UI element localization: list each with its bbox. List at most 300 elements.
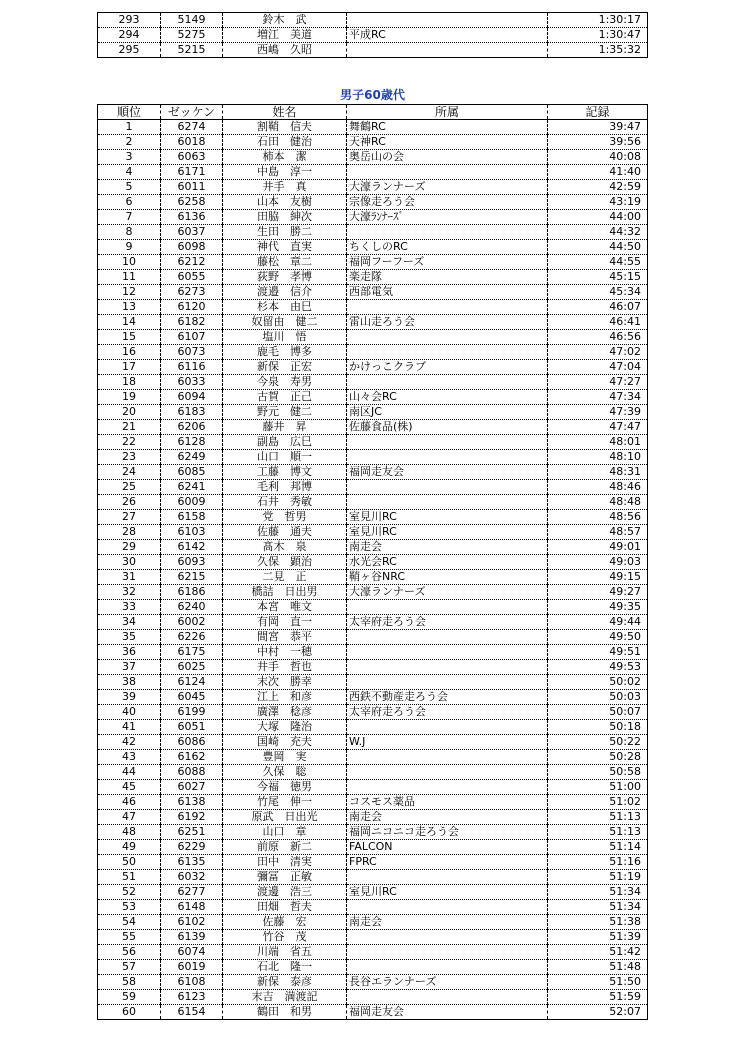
name-cell: 佐藤 通夫 [223, 525, 347, 540]
name-cell: 井手 真 [223, 180, 347, 195]
bib-cell: 6093 [161, 555, 223, 570]
time-cell: 40:08 [548, 150, 648, 165]
time-cell: 51:34 [548, 900, 648, 915]
rank-cell: 28 [122, 525, 136, 538]
rank-cell: 25 [122, 480, 136, 493]
name-cell: 髙木 泉 [223, 540, 347, 555]
table-row [98, 165, 648, 180]
time-cell: 1:30:17 [548, 13, 648, 28]
club-cell: 室見川RC [347, 885, 548, 900]
table-row [98, 270, 648, 285]
name-cell: 生田 勝二 [223, 225, 347, 240]
bib-cell: 6018 [161, 135, 223, 150]
table-row [98, 135, 648, 150]
name-cell: 鈴木 武 [223, 13, 347, 28]
rank-cell: 26 [122, 495, 136, 508]
club-cell [347, 450, 548, 465]
bib-cell: 6182 [161, 315, 223, 330]
club-cell [347, 990, 548, 1005]
results-body [98, 120, 648, 1020]
club-cell [347, 435, 548, 450]
club-cell: 福岡フーフーズ [347, 255, 548, 270]
club-cell [347, 300, 548, 315]
table-row [98, 705, 648, 720]
name-cell: 今福 徳男 [223, 780, 347, 795]
table-row [98, 990, 648, 1005]
club-cell [347, 600, 548, 615]
bib-cell: 6025 [161, 660, 223, 675]
rank-cell: 44 [122, 765, 136, 778]
time-cell: 50:07 [548, 705, 648, 720]
bib-cell: 6229 [161, 840, 223, 855]
time-cell: 42:59 [548, 180, 648, 195]
table-row [98, 465, 648, 480]
time-cell: 46:07 [548, 300, 648, 315]
table-row [98, 390, 648, 405]
header-bib: ゼッケン [161, 105, 223, 120]
club-cell [347, 43, 548, 58]
table-row [98, 735, 648, 750]
rank-cell: 37 [122, 660, 136, 673]
bib-cell: 5215 [161, 43, 223, 58]
club-cell: 太宰府走ろう会 [347, 705, 548, 720]
bib-cell: 6124 [161, 675, 223, 690]
bib-cell: 6226 [161, 630, 223, 645]
rank-cell: 14 [122, 315, 136, 328]
time-cell: 47:02 [548, 345, 648, 360]
rank-cell: 39 [122, 690, 136, 703]
bib-cell: 6249 [161, 450, 223, 465]
name-cell: 末吉 満渡記 [223, 990, 347, 1005]
rank-cell: 46 [122, 795, 136, 808]
time-cell: 1:35:32 [548, 43, 648, 58]
club-cell: 奥岳山の会 [347, 150, 548, 165]
club-cell: W.J [347, 735, 548, 750]
table-row [98, 225, 648, 240]
bib-cell: 6098 [161, 240, 223, 255]
club-cell [347, 13, 548, 28]
time-cell: 49:50 [548, 630, 648, 645]
bib-cell: 6186 [161, 585, 223, 600]
bib-cell: 6033 [161, 375, 223, 390]
bib-cell: 6240 [161, 600, 223, 615]
rank-cell: 40 [122, 705, 136, 718]
name-cell: 新保 泰彦 [223, 975, 347, 990]
name-cell: 国崎 充夫 [223, 735, 347, 750]
rank-cell: 23 [122, 450, 136, 463]
bib-cell: 6051 [161, 720, 223, 735]
time-cell: 47:27 [548, 375, 648, 390]
time-cell: 51:13 [548, 810, 648, 825]
time-cell: 51:00 [548, 780, 648, 795]
rank-cell: 4 [125, 165, 133, 178]
rank-cell: 53 [122, 900, 136, 913]
club-cell: FPRC [347, 855, 548, 870]
table-row [98, 405, 648, 420]
bib-cell: 6027 [161, 780, 223, 795]
club-cell: 佐藤食品(株) [347, 420, 548, 435]
name-cell: 竹谷 茂 [223, 930, 347, 945]
name-cell: 藤松 章二 [223, 255, 347, 270]
section-title: 男子60歳代 [340, 88, 405, 102]
rank-cell: 51 [122, 870, 136, 883]
name-cell: 柿本 潔 [223, 150, 347, 165]
club-cell: 福岡走友会 [347, 1005, 548, 1020]
time-cell: 50:02 [548, 675, 648, 690]
club-cell [347, 870, 548, 885]
club-cell: 雷山走ろう会 [347, 315, 548, 330]
club-cell: 宗像走ろう会 [347, 195, 548, 210]
bib-cell: 6251 [161, 825, 223, 840]
name-cell: 古賀 正己 [223, 390, 347, 405]
club-cell: 山々会RC [347, 390, 548, 405]
bib-cell: 6088 [161, 765, 223, 780]
table-row [98, 840, 648, 855]
club-cell [347, 960, 548, 975]
club-cell [347, 225, 548, 240]
time-cell: 48:31 [548, 465, 648, 480]
time-cell: 47:04 [548, 360, 648, 375]
club-cell [347, 330, 548, 345]
bib-cell: 6063 [161, 150, 223, 165]
table-row [98, 345, 648, 360]
table-row [98, 1005, 648, 1020]
bib-cell: 6162 [161, 750, 223, 765]
rank-cell: 21 [122, 420, 136, 433]
name-cell: 豊岡 実 [223, 750, 347, 765]
name-cell: 石田 健治 [223, 135, 347, 150]
time-cell: 49:51 [548, 645, 648, 660]
name-cell: 前原 新二 [223, 840, 347, 855]
club-cell: 平成RC [347, 28, 548, 43]
name-cell: 鶴田 和男 [223, 1005, 347, 1020]
time-cell: 49:15 [548, 570, 648, 585]
rank-cell: 11 [122, 270, 136, 283]
time-cell: 48:48 [548, 495, 648, 510]
bib-cell: 6148 [161, 900, 223, 915]
club-cell [347, 720, 548, 735]
club-cell [347, 675, 548, 690]
club-cell [347, 945, 548, 960]
name-cell: 増江 美道 [223, 28, 347, 43]
table-row [98, 570, 648, 585]
name-cell: 田中 清実 [223, 855, 347, 870]
table-row [98, 435, 648, 450]
time-cell: 1:30:47 [548, 28, 648, 43]
rank-cell: 6 [125, 195, 133, 208]
club-cell: かけっこクラブ [347, 360, 548, 375]
time-cell: 45:15 [548, 270, 648, 285]
table-row [98, 690, 648, 705]
bib-cell: 6274 [161, 120, 223, 135]
club-cell [347, 750, 548, 765]
rank-cell: 55 [122, 930, 136, 943]
club-cell: 福岡ニコニコ走ろう会 [347, 825, 548, 840]
time-cell: 48:01 [548, 435, 648, 450]
table-row [98, 540, 648, 555]
rank-cell: 57 [122, 960, 136, 973]
table-row [98, 240, 648, 255]
table-row [98, 180, 648, 195]
club-cell: 天神RC [347, 135, 548, 150]
club-cell: FALCON [347, 840, 548, 855]
time-cell: 48:46 [548, 480, 648, 495]
rank-cell: 3 [125, 150, 133, 163]
time-cell: 45:34 [548, 285, 648, 300]
name-cell: 山口 章 [223, 825, 347, 840]
name-cell: 山本 友樹 [223, 195, 347, 210]
table-row [98, 780, 648, 795]
header-time: 記録 [548, 105, 648, 120]
bib-cell: 6192 [161, 810, 223, 825]
bib-cell: 6120 [161, 300, 223, 315]
rank-cell: 36 [122, 645, 136, 658]
bib-cell: 5275 [161, 28, 223, 43]
name-cell: 割鞘 信夫 [223, 120, 347, 135]
bib-cell: 6009 [161, 495, 223, 510]
time-cell: 39:47 [548, 120, 648, 135]
name-cell: 工藤 博文 [223, 465, 347, 480]
time-cell: 50:03 [548, 690, 648, 705]
rank-cell: 60 [122, 1005, 136, 1018]
bib-cell: 6102 [161, 915, 223, 930]
name-cell: 久保 顕治 [223, 555, 347, 570]
table-row [98, 300, 648, 315]
table-row [98, 480, 648, 495]
name-cell: 西嶋 久昭 [223, 43, 347, 58]
name-cell: 大塚 隆治 [223, 720, 347, 735]
rank-cell: 294 [118, 28, 140, 41]
club-cell: 楽走隊 [347, 270, 548, 285]
name-cell: 廣澤 稔彦 [223, 705, 347, 720]
rank-cell: 1 [125, 120, 133, 133]
table-row [98, 825, 648, 840]
rank-cell: 18 [122, 375, 136, 388]
club-cell [347, 480, 548, 495]
club-cell: 西部電気 [347, 285, 548, 300]
rank-cell: 42 [122, 735, 136, 748]
bib-cell: 6138 [161, 795, 223, 810]
name-cell: 有岡 直一 [223, 615, 347, 630]
time-cell: 46:41 [548, 315, 648, 330]
table-row [98, 975, 648, 990]
club-cell [347, 165, 548, 180]
time-cell: 51:50 [548, 975, 648, 990]
bib-cell: 6139 [161, 930, 223, 945]
name-cell: 久保 聡 [223, 765, 347, 780]
time-cell: 51:42 [548, 945, 648, 960]
rank-cell: 52 [122, 885, 136, 898]
club-cell: ちくしのRC [347, 240, 548, 255]
table-row [98, 600, 648, 615]
rank-cell: 59 [122, 990, 136, 1003]
name-cell: 田畑 哲夫 [223, 900, 347, 915]
time-cell: 44:55 [548, 255, 648, 270]
table-row [98, 315, 648, 330]
bib-cell: 6045 [161, 690, 223, 705]
table-row [98, 915, 648, 930]
rank-cell: 2 [125, 135, 133, 148]
club-cell: 長谷エランナーズ [347, 975, 548, 990]
time-cell: 51:13 [548, 825, 648, 840]
name-cell: 新保 正宏 [223, 360, 347, 375]
club-cell: 南走会 [347, 915, 548, 930]
rank-cell: 7 [125, 210, 133, 223]
time-cell: 49:03 [548, 555, 648, 570]
rank-cell: 17 [122, 360, 136, 373]
rank-cell: 8 [125, 225, 133, 238]
time-cell: 51:38 [548, 915, 648, 930]
bib-cell: 6215 [161, 570, 223, 585]
table-row [98, 645, 648, 660]
bib-cell: 6085 [161, 465, 223, 480]
table-row [98, 945, 648, 960]
name-cell: 藤井 昇 [223, 420, 347, 435]
time-cell: 49:44 [548, 615, 648, 630]
table-row [98, 330, 648, 345]
table-row [98, 630, 648, 645]
time-cell: 49:27 [548, 585, 648, 600]
bib-cell: 6019 [161, 960, 223, 975]
club-cell [347, 375, 548, 390]
time-cell: 52:07 [548, 1005, 648, 1020]
name-cell: 本宮 唯文 [223, 600, 347, 615]
rank-cell: 10 [122, 255, 136, 268]
rank-cell: 13 [122, 300, 136, 313]
bib-cell: 6002 [161, 615, 223, 630]
club-cell: 南走会 [347, 810, 548, 825]
table-row [98, 150, 648, 165]
table-row [98, 795, 648, 810]
bib-cell: 6136 [161, 210, 223, 225]
time-cell: 51:39 [548, 930, 648, 945]
rank-cell: 48 [122, 825, 136, 838]
club-cell: 西鉄不動産走ろう会 [347, 690, 548, 705]
name-cell: 川端 省五 [223, 945, 347, 960]
name-cell: 間宮 恭平 [223, 630, 347, 645]
bib-cell: 6011 [161, 180, 223, 195]
time-cell: 51:19 [548, 870, 648, 885]
club-cell [347, 660, 548, 675]
table-row [98, 255, 648, 270]
bib-cell: 6175 [161, 645, 223, 660]
time-cell: 44:32 [548, 225, 648, 240]
rank-cell: 30 [122, 555, 136, 568]
time-cell: 44:50 [548, 240, 648, 255]
bib-cell: 6123 [161, 990, 223, 1005]
table-row [98, 660, 648, 675]
club-cell: 大濠ランナーズ [347, 585, 548, 600]
name-cell: 神代 直実 [223, 240, 347, 255]
name-cell: 奴留由 健二 [223, 315, 347, 330]
header-club: 所属 [347, 105, 548, 120]
bib-cell: 6212 [161, 255, 223, 270]
results-table [97, 104, 648, 1020]
bib-cell: 6116 [161, 360, 223, 375]
rank-cell: 38 [122, 675, 136, 688]
bib-cell: 5149 [161, 13, 223, 28]
previous-results-body [98, 13, 648, 58]
time-cell: 49:53 [548, 660, 648, 675]
rank-cell: 50 [122, 855, 136, 868]
club-cell: 室見川RC [347, 525, 548, 540]
table-row [98, 675, 648, 690]
table-row [98, 13, 648, 28]
rank-cell: 35 [122, 630, 136, 643]
bib-cell: 6154 [161, 1005, 223, 1020]
rank-cell: 34 [122, 615, 136, 628]
table-row [98, 750, 648, 765]
name-cell: 塩川 悟 [223, 330, 347, 345]
time-cell: 51:02 [548, 795, 648, 810]
club-cell [347, 930, 548, 945]
bib-cell: 6273 [161, 285, 223, 300]
name-cell: 毛利 邦博 [223, 480, 347, 495]
rank-cell: 9 [125, 240, 133, 253]
name-cell: 彌冨 正敏 [223, 870, 347, 885]
previous-results-table [97, 12, 648, 58]
rank-cell: 47 [122, 810, 136, 823]
time-cell: 44:00 [548, 210, 648, 225]
bib-cell: 6277 [161, 885, 223, 900]
time-cell: 49:35 [548, 600, 648, 615]
rank-cell: 293 [118, 13, 140, 26]
club-cell: 南走会 [347, 540, 548, 555]
time-cell: 50:28 [548, 750, 648, 765]
club-cell: 水光会RC [347, 555, 548, 570]
table-row [98, 120, 648, 135]
club-cell: 舞鶴RC [347, 120, 548, 135]
rank-cell: 24 [122, 465, 136, 478]
table-row [98, 960, 648, 975]
time-cell: 51:14 [548, 840, 648, 855]
bib-cell: 6241 [161, 480, 223, 495]
bib-cell: 6183 [161, 405, 223, 420]
time-cell: 50:58 [548, 765, 648, 780]
table-row [98, 765, 648, 780]
name-cell: 中島 淳一 [223, 165, 347, 180]
time-cell: 39:56 [548, 135, 648, 150]
time-cell: 51:16 [548, 855, 648, 870]
bib-cell: 6074 [161, 945, 223, 960]
bib-cell: 6086 [161, 735, 223, 750]
bib-cell: 6073 [161, 345, 223, 360]
table-row [98, 420, 648, 435]
name-cell: 末次 勝幸 [223, 675, 347, 690]
name-cell: 佐藤 宏 [223, 915, 347, 930]
bib-cell: 6108 [161, 975, 223, 990]
table-row [98, 870, 648, 885]
rank-cell: 12 [122, 285, 136, 298]
bib-cell: 6094 [161, 390, 223, 405]
table-row [98, 360, 648, 375]
name-cell: 竹尾 伸一 [223, 795, 347, 810]
time-cell: 51:59 [548, 990, 648, 1005]
time-cell: 51:34 [548, 885, 648, 900]
rank-cell: 33 [122, 600, 136, 613]
time-cell: 48:56 [548, 510, 648, 525]
bib-cell: 6206 [161, 420, 223, 435]
table-row [98, 525, 648, 540]
rank-cell: 41 [122, 720, 136, 733]
bib-cell: 6103 [161, 525, 223, 540]
bib-cell: 6171 [161, 165, 223, 180]
name-cell: 石北 隆一 [223, 960, 347, 975]
name-cell: 今泉 寿男 [223, 375, 347, 390]
table-row [98, 210, 648, 225]
club-cell: 福岡走友会 [347, 465, 548, 480]
table-row [98, 720, 648, 735]
